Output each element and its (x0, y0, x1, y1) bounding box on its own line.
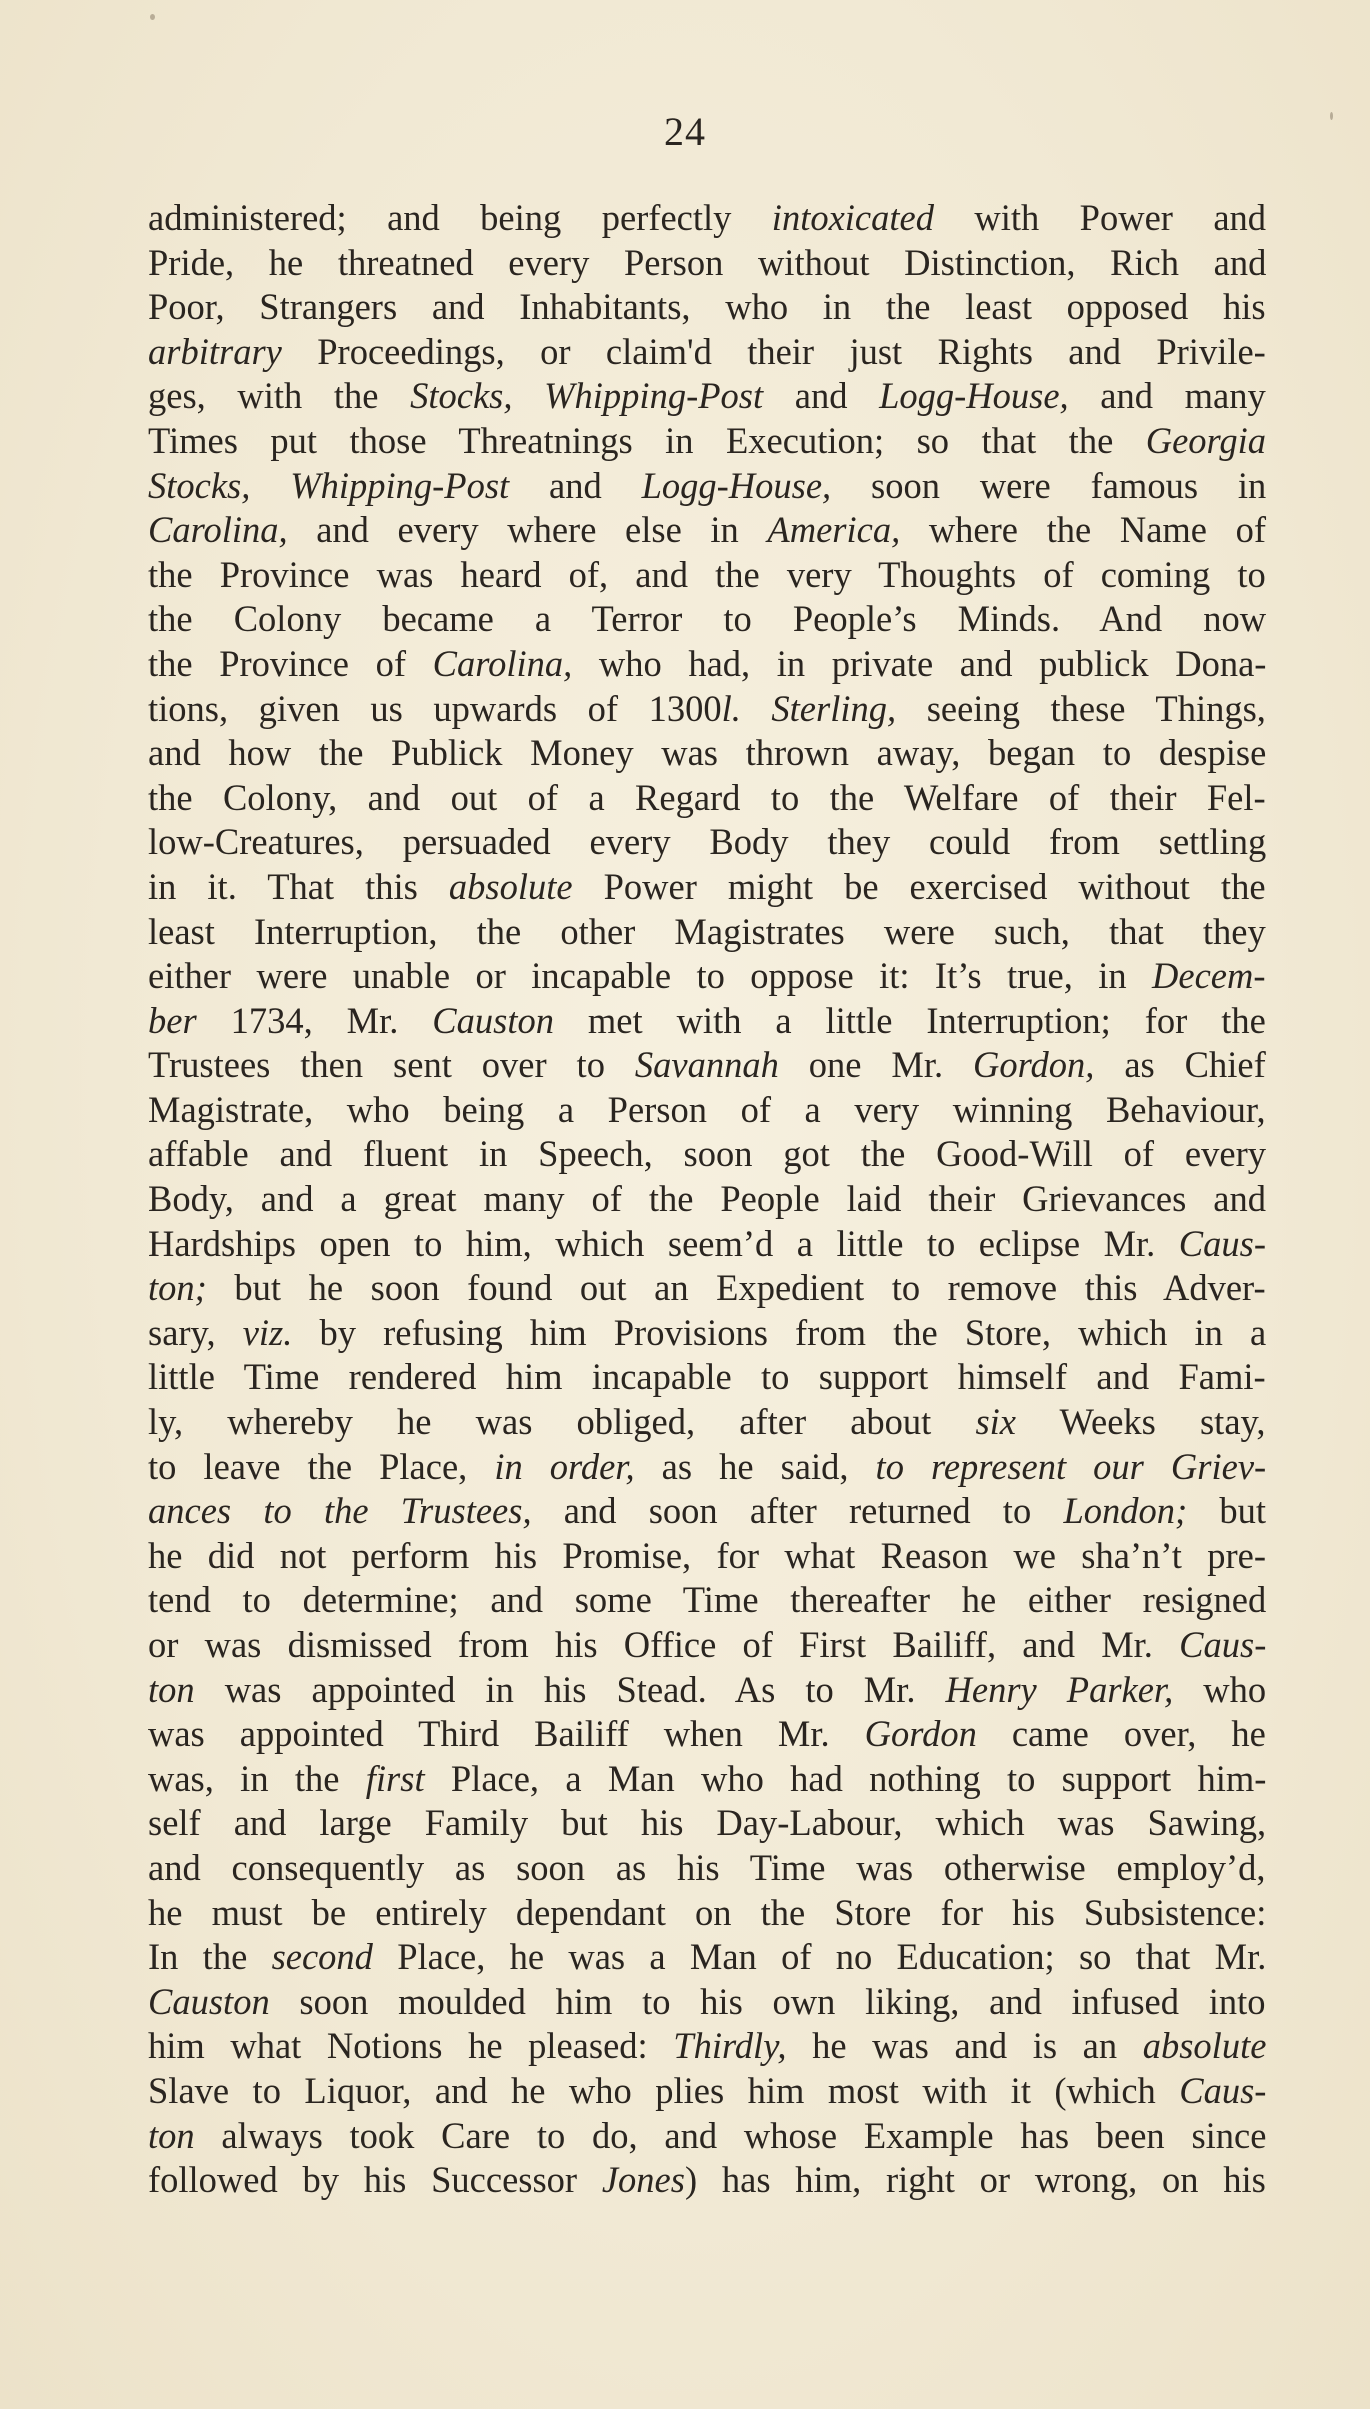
italic-run: Thirdly, (673, 2025, 787, 2067)
italic-run: Logg-House, (879, 375, 1069, 417)
italic-run: Savannah (634, 1044, 779, 1086)
text-run: the Province was heard of, and the very Thoughts of coming to (148, 553, 1266, 595)
text-run: either were unable or incapable to oppose it: It’s true, in (148, 955, 1153, 997)
italic-run: Decem- (1152, 955, 1266, 997)
page-number: 24 (664, 109, 706, 154)
text-line (148, 642, 1266, 687)
text-run: soon moulded him to his own liking, and infused into (269, 1980, 1266, 2022)
text-line (148, 374, 1266, 419)
italic-run: arbitrary (148, 330, 282, 372)
text-line (148, 1578, 1266, 1623)
text-run: who had, in private and publick Dona- (572, 642, 1267, 684)
italic-run: first (365, 1757, 425, 1799)
text-run: little Time rendered him incapable to support himself and Fami- (148, 1356, 1266, 1398)
text-run: self and large Family but his Day-Labour, which was Sawing, (148, 1802, 1267, 1844)
italic-run: ber (148, 999, 197, 1041)
text-line (148, 1712, 1266, 1757)
text-line (148, 865, 1266, 910)
text-run: Magistrate, who being a Person of a very winning Behaviour, (148, 1088, 1266, 1130)
italic-run: viz. (242, 1311, 293, 1353)
italic-run: Gordon (864, 1713, 977, 1755)
text-line (148, 419, 1266, 464)
text-line (148, 1043, 1266, 1088)
text-line (148, 241, 1266, 286)
text-line (148, 999, 1266, 1044)
text-run: soon were famous in (831, 464, 1267, 506)
text-run: by refusing him Provisions from the Store, which in a (292, 1311, 1267, 1353)
text-line (148, 776, 1266, 821)
text-line (148, 1400, 1266, 1445)
text-line (148, 1311, 1266, 1356)
text-run: low-Creatures, persuaded every Body they could from settling (148, 821, 1267, 863)
text-run: he was and is an (786, 2025, 1143, 2067)
italic-run: Georgia (1145, 419, 1267, 461)
text-run: was, in the (148, 1757, 366, 1799)
text-run: Power might be exercised without the (572, 865, 1266, 907)
text-line (148, 1489, 1266, 1534)
text-run: as Chief (1094, 1044, 1266, 1086)
text-line (148, 285, 1266, 330)
italic-run: Stocks, Whipping-Post (148, 464, 510, 506)
text-run: but (1187, 1490, 1267, 1532)
text-run: with Power and (933, 197, 1267, 238)
text-line (148, 1668, 1266, 1713)
text-run: 1734, Mr. (196, 999, 433, 1041)
italic-run: London; (1063, 1490, 1188, 1532)
italic-run: Caus- (1179, 1624, 1267, 1665)
italic-run: Carolina, (432, 642, 573, 684)
italic-run: ton (148, 1668, 195, 1710)
italic-run: in order, (494, 1445, 635, 1487)
text-line (148, 1222, 1266, 1267)
text-line (148, 1801, 1266, 1846)
text-run: sary, (148, 1311, 243, 1353)
italic-run: ton (148, 2114, 195, 2156)
text-run: ) has him, right or wrong, on his (684, 2159, 1266, 2201)
text-run: Weeks stay, (1016, 1401, 1266, 1443)
text-line (148, 1177, 1266, 1222)
text-line (148, 1980, 1266, 2025)
text-run: the Colony became a Terror to People’s Minds. And now (148, 598, 1267, 640)
italic-run: Caus- (1179, 2069, 1267, 2111)
text-run: ges, with the (148, 375, 411, 417)
italic-run: America, (767, 509, 901, 551)
text-run: came over, he (976, 1713, 1266, 1755)
italic-run: Causton (432, 999, 554, 1041)
text-line (148, 2114, 1266, 2159)
text-run: but he soon found out an Expedient to remove this Adver- (206, 1267, 1266, 1309)
text-run: Trustees then sent over to (148, 1044, 635, 1086)
text-run: the Province of (148, 642, 433, 684)
text-run: to leave the Place, (148, 1445, 495, 1487)
text-line (148, 2024, 1266, 2069)
text-line (148, 731, 1266, 776)
text-run: he did not perform his Promise, for what Reason we sha’n’t pre- (148, 1534, 1266, 1576)
text-run: the Colony, and out of a Regard to the Welfare of their Fel- (148, 776, 1266, 818)
text-line (148, 1935, 1266, 1980)
italic-run: intoxicated (771, 197, 934, 238)
text-line (148, 508, 1266, 553)
text-line (148, 330, 1266, 375)
text-run: one Mr. (778, 1044, 974, 1086)
italic-run: Jones (601, 2159, 685, 2201)
text-run: Body, and a great many of the People laid their Grievances and (148, 1178, 1266, 1220)
text-run: and many (1068, 375, 1266, 417)
text-line (148, 1623, 1266, 1668)
italic-run: Stocks, Whipping-Post (410, 375, 764, 417)
text-line (148, 597, 1266, 642)
italic-run: second (271, 1936, 373, 1978)
text-line (148, 2069, 1266, 2114)
text-run: least Interruption, the other Magistrates were such, that they (148, 910, 1266, 952)
text-run: or was dismissed from his Office of First Bailiff, and Mr. (148, 1624, 1180, 1665)
text-run: tions, given us upwards of 1300 (148, 687, 722, 729)
text-line (148, 820, 1266, 865)
paper-speck (1330, 112, 1333, 120)
italic-run: six (975, 1401, 1016, 1443)
text-line (148, 1132, 1266, 1177)
text-run: Proceedings, or claim'd their just Rights and Privile- (281, 330, 1266, 372)
text-line (148, 1445, 1266, 1490)
body-text (148, 196, 1266, 2203)
italic-run: absolute (1142, 2025, 1267, 2067)
text-run: Times put those Threatnings in Execution; so that the (148, 419, 1146, 461)
italic-run: Henry Parker, (945, 1668, 1174, 1710)
text-run: was appointed in his Stead. As to Mr. (194, 1668, 946, 1710)
text-run: where the Name of (900, 509, 1267, 551)
text-line (148, 553, 1266, 598)
text-line (148, 1757, 1266, 1802)
text-run: and how the Publick Money was thrown away, began to despise (148, 732, 1267, 774)
text-run: and every where else in (287, 509, 768, 551)
text-run: who (1173, 1668, 1267, 1710)
italic-run: Caus- (1178, 1222, 1267, 1264)
text-line (148, 2158, 1266, 2203)
text-run: was appointed Third Bailiff when Mr. (148, 1713, 865, 1755)
text-run: In the (148, 1936, 272, 1978)
text-run: ly, whereby he was obliged, after about (148, 1401, 976, 1443)
text-line (148, 1891, 1266, 1936)
text-run: as he said, (634, 1445, 876, 1487)
text-run: he must be entirely dependant on the Store for his Subsistence: (148, 1891, 1267, 1933)
text-run: Poor, Strangers and Inhabitants, who in the least opposed his (148, 286, 1266, 328)
italic-run: absolute (448, 865, 573, 907)
italic-run: Causton (148, 1980, 270, 2022)
text-run: Place, he was a Man of no Education; so that Mr. (372, 1936, 1267, 1978)
text-run: and consequently as soon as his Time was otherwise employ’d, (148, 1846, 1266, 1888)
text-line (148, 1355, 1266, 1400)
text-line (148, 1534, 1266, 1579)
text-run: him what Notions he pleased: (148, 2025, 674, 2067)
text-run: met with a little Interruption; for the (553, 999, 1266, 1041)
text-run: and (763, 375, 880, 417)
text-line (148, 464, 1266, 509)
italic-run: Carolina, (148, 509, 288, 551)
text-line (148, 1088, 1266, 1133)
text-line (148, 1846, 1266, 1891)
italic-run: to represent our Griev- (875, 1445, 1267, 1487)
italic-run: ances to the Trustees, (148, 1490, 532, 1532)
text-run: and (509, 464, 642, 506)
paper-speck (150, 14, 155, 20)
text-run: Hardships open to him, which seem’d a little to eclipse Mr. (148, 1222, 1179, 1264)
italic-run: l. Sterling, (721, 687, 897, 729)
text-run: always took Care to do, and whose Example has been since (194, 2114, 1267, 2156)
text-line (148, 687, 1266, 732)
text-run: Place, a Man who had nothing to support him- (424, 1757, 1267, 1799)
text-run: Pride, he threatned every Person without Distinction, Rich and (148, 241, 1267, 283)
text-line (148, 910, 1266, 955)
italic-run: Gordon, (973, 1044, 1095, 1086)
text-run: Slave to Liquor, and he who plies him most with it (which (148, 2069, 1180, 2111)
text-run: administered; and being perfectly (148, 197, 772, 238)
italic-run: ton; (148, 1267, 207, 1309)
text-line (148, 196, 1266, 241)
text-run: tend to determine; and some Time thereafter he either resigned (148, 1579, 1267, 1621)
text-line (148, 954, 1266, 999)
italic-run: Logg-House, (641, 464, 832, 506)
text-run: seeing these Things, (896, 687, 1266, 729)
text-line (148, 1266, 1266, 1311)
text-run: and soon after returned to (531, 1490, 1064, 1532)
text-run: affable and fluent in Speech, soon got the Good-Will of every (148, 1133, 1266, 1175)
text-run: followed by his Successor (148, 2159, 602, 2201)
text-run: in it. That this (148, 865, 449, 907)
